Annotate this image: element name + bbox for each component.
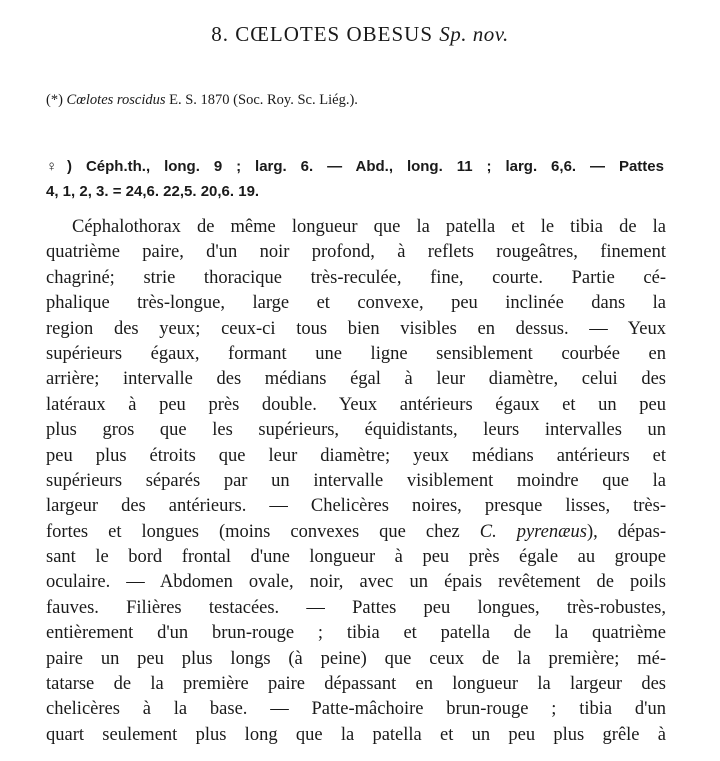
description-line: latéraux à peu près double. Yeux antérieurs égaux et un peu [46, 394, 666, 415]
description-line: oculaire. — Abdomen ovale, noir, avec un épais revêtement de poils [46, 572, 666, 593]
description-line: supérieurs égaux, formant une ligne sensiblement courbée en [46, 343, 666, 364]
footnote-italic-name: Cœlotes roscidus [66, 92, 166, 108]
description-line: largeur des antérieurs. — Chelicères noires, presque lisses, très- [46, 496, 666, 517]
description-line: paire un peu plus longs (à peine) que ceux de la première; mé- [46, 648, 666, 669]
footnote-marker: (*) [46, 92, 63, 108]
description-line: quatrième paire, d'un noir profond, à reflets rougeâtres, finement [46, 242, 666, 263]
description-line: tatarse de la première paire dépassant en longueur la largeur des [46, 674, 666, 695]
species-heading [0, 22, 720, 47]
description-line: plus gros que les supérieurs, équidistants, leurs intervalles un [46, 420, 666, 441]
description-line: region des yeux; ceux-ci tous bien visibles en dessus. — Yeux [46, 318, 666, 339]
measurements-line-2: 4, 1, 2, 3. = 24,6. 22,5. 20,6. 19. [46, 183, 260, 200]
description-line: entièrement d'un brun-rouge ; tibia et patella de la quatrième [46, 623, 666, 644]
footnote-reference: E. S. 1870 (Soc. Roy. Sc. Liég.). [169, 92, 358, 108]
species-reference-italic: C. pyrenæus [479, 521, 587, 542]
species-name: CŒLOTES OBESUS [235, 22, 433, 46]
species-note: Sp. nov. [439, 22, 509, 46]
species-number: 8. [211, 22, 229, 46]
description-line: Céphalothorax de même longueur que la patella et le tibia de la [72, 217, 666, 237]
description-line: arrière; intervalle des médians égal à leur diamètre, celui des [46, 369, 666, 390]
description-line: phalique très-longue, large et convexe, peu inclinée dans la [46, 293, 666, 314]
description-line: sant le bord frontal d'une longueur à peu près égale au groupe [46, 547, 666, 568]
description-line: chagriné; strie thoracique très-reculée, fine, courte. Partie cé- [46, 267, 666, 288]
synonym-footnote [46, 92, 358, 109]
description-line: supérieurs séparés par un intervalle visiblement moindre que la [46, 470, 666, 491]
measurements-block [46, 154, 676, 204]
measurements-line-1: ♀) Céph.th., long. 9 ; larg. 6. — Abd., long. 11 ; larg. 6,6. — Pattes [46, 158, 664, 175]
description-line: peu plus étroits que leur diamètre; yeux médians antérieurs et [46, 445, 666, 466]
description-line: fortes et longues (moins convexes que chez C. pyrenæus), dépas- [46, 521, 666, 542]
description-line: chelicères à la base. — Patte-mâchoire brun-rouge ; tibia d'un [46, 699, 666, 720]
description-line: quart seulement plus long que la patella et un peu plus grêle à [46, 724, 666, 745]
description-paragraph [46, 215, 666, 748]
description-line: fauves. Filières testacées. — Pattes peu longues, très-robustes, [46, 597, 666, 618]
